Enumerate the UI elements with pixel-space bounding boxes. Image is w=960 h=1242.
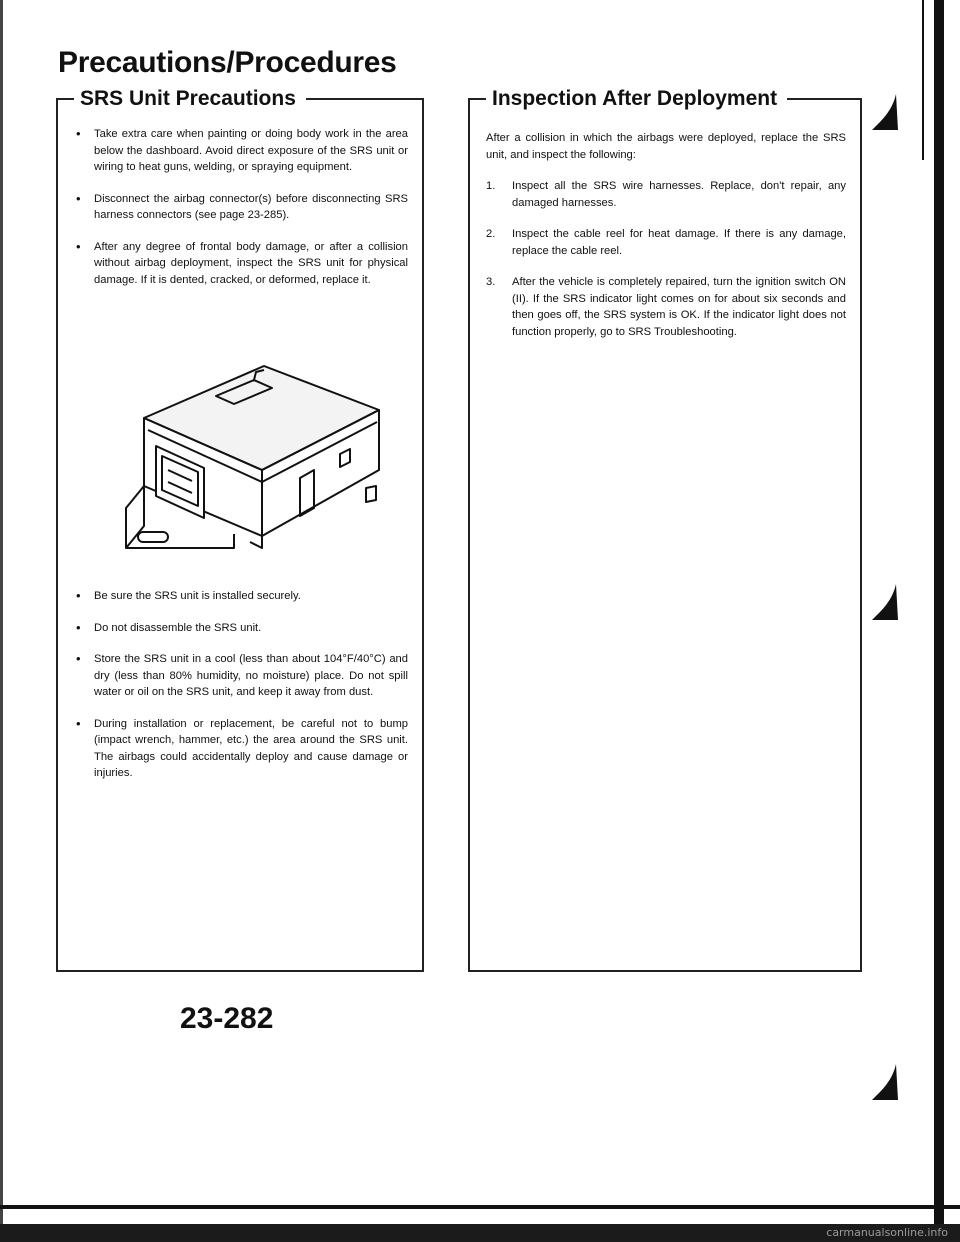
list-item: • Store the SRS unit in a cool (less than about 104°F/40°C) and dry (less than 80% humidity, no moisture) place. Do not spill water or oil on the SRS unit, and keep it away from dust. xyxy=(74,651,408,701)
intro-paragraph: After a collision in which the airbags were deployed, replace the SRS unit, and inspect the following: xyxy=(486,132,846,161)
precautions-bottom xyxy=(74,588,408,797)
binder-mark-icon xyxy=(870,92,900,132)
list-item: • Take extra care when painting or doing body work in the area below the dashboard. Avoid direct exposure of the SRS unit or wiring to heat guns, welding, or spraying equipment. xyxy=(74,126,408,176)
inspection-after-deployment-panel xyxy=(468,87,862,972)
header-rule-stub xyxy=(468,98,486,114)
precautions-top xyxy=(74,126,408,303)
inspection-content xyxy=(486,130,846,355)
header-rule xyxy=(787,98,862,100)
header-rule-stub xyxy=(56,98,74,112)
list-item: • Disconnect the airbag connector(s) before disconnecting SRS harness connectors (see page 23-285). xyxy=(74,191,408,224)
list-item xyxy=(486,226,846,259)
left-scan-edge xyxy=(0,0,3,1242)
binder-mark-icon xyxy=(870,582,900,622)
panel-header xyxy=(56,86,424,112)
header-rule xyxy=(306,98,424,100)
srs-unit-precautions-panel xyxy=(56,87,424,972)
list-item xyxy=(486,178,846,211)
list-item: • During installation or replacement, be careful not to bump (impact wrench, hammer, etc.) the area around the SRS unit. The airbags could accidentally deploy and cause damage or injuries. xyxy=(74,716,408,782)
panel-header xyxy=(468,86,862,112)
right-scan-edge xyxy=(934,0,944,1242)
list-item: • After any degree of frontal body damage, or after a collision without airbag deployment, inspect the SRS unit for physical damage. If it is dented, cracked, or deformed, replace it. xyxy=(74,239,408,289)
step-text: Inspect all the SRS wire harnesses. Replace, don't repair, any damaged harnesses. xyxy=(512,180,846,209)
page-number: 23-282 xyxy=(180,1002,274,1035)
right-scan-edge-thin xyxy=(922,0,924,160)
bottom-scan-edge xyxy=(0,1205,960,1209)
page-title: Precautions/Procedures xyxy=(58,46,397,79)
footer-watermark-strip xyxy=(0,1224,960,1242)
list-item xyxy=(486,274,846,340)
srs-unit-illustration xyxy=(104,358,394,558)
step-number: 3. xyxy=(486,276,496,288)
footer-watermark: carmanualsonline.info xyxy=(826,1226,948,1239)
binder-mark-icon xyxy=(870,1062,900,1102)
step-text: After the vehicle is completely repaired, turn the ignition switch ON (II). If the SRS indicator light comes on for about six seconds and then goes off, the SRS system is OK. If the indicator light does not function properly, go to SRS Troubleshooting. xyxy=(512,276,846,338)
list-item: • Do not disassemble the SRS unit. xyxy=(74,620,408,637)
step-number: 1. xyxy=(486,180,496,192)
section-heading: Inspection After Deployment xyxy=(486,87,787,111)
step-text: Inspect the cable reel for heat damage. If there is any damage, replace the cable reel. xyxy=(512,228,846,257)
step-number: 2. xyxy=(486,228,496,240)
list-item: • Be sure the SRS unit is installed securely. xyxy=(74,588,408,605)
section-heading: SRS Unit Precautions xyxy=(74,87,306,111)
